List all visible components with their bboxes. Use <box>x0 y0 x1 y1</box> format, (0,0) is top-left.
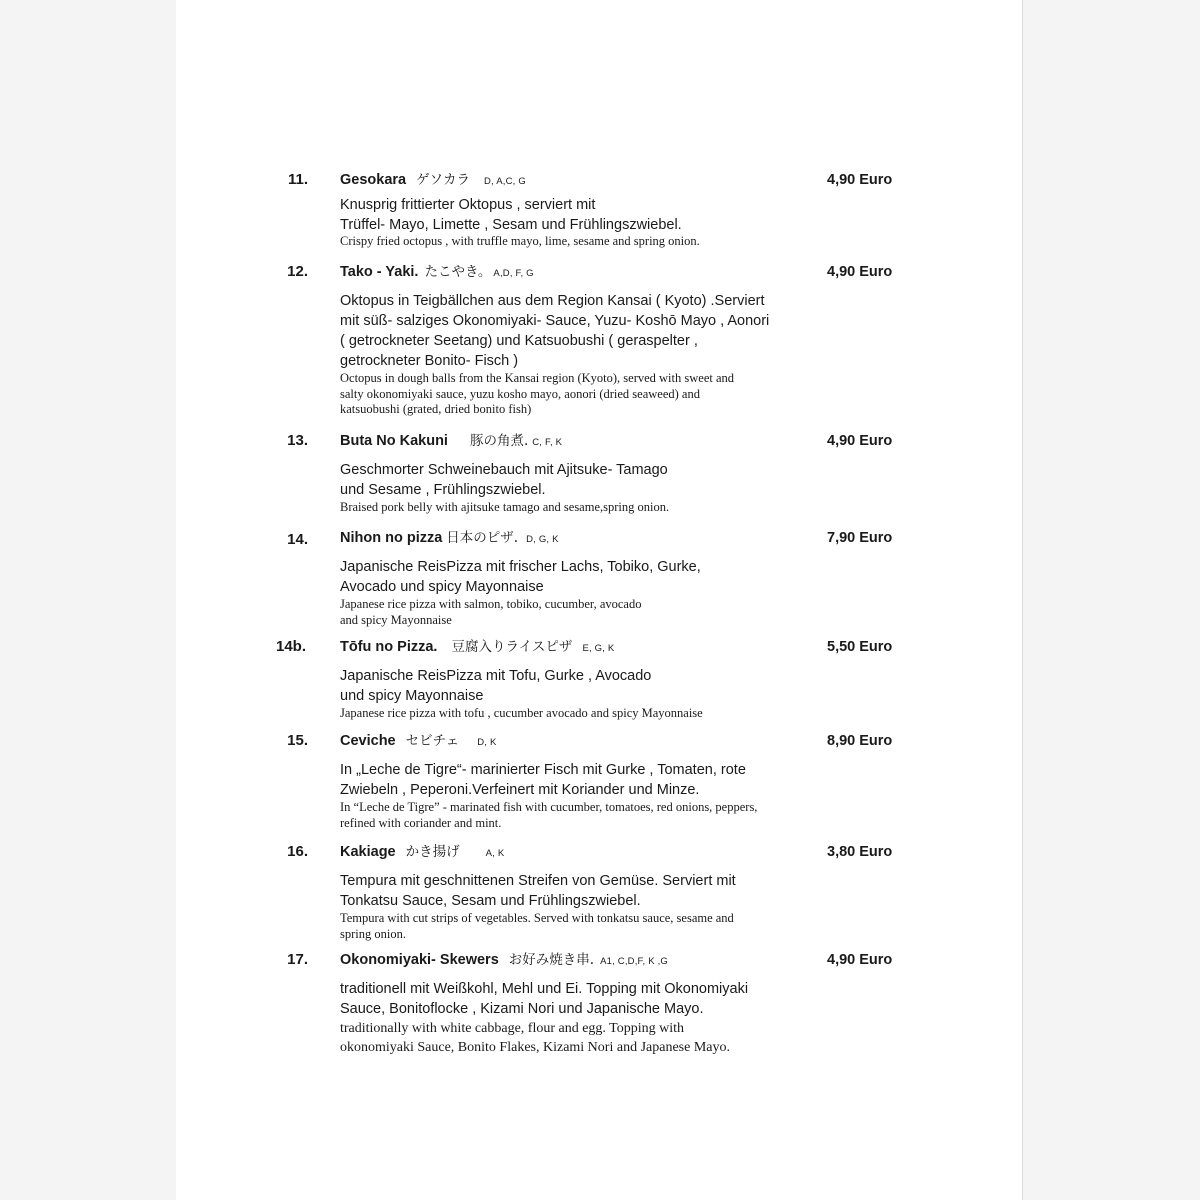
item-title: Okonomiyaki- Skewers <box>340 952 499 968</box>
item-description-en: Octopus in dough balls from the Kansai region (Kyoto), served with sweet and salty okonomiyaki sauce, yuzu kosho mayo, aonori (dried seaweed) and katsuobushi (grated, dried bonito fish) <box>340 371 735 416</box>
item-description-de: Japanische ReisPizza mit Tofu, Gurke , Avocado und spicy Mayonnaise <box>340 668 652 704</box>
item-title-line <box>340 171 526 191</box>
item-title: Buta No Kakuni <box>340 433 448 449</box>
item-japanese-name: かき揚げ <box>405 844 460 860</box>
item-allergens: D, A,C, G <box>483 176 526 187</box>
item-title-line <box>340 843 504 863</box>
item-allergens: A, K <box>485 848 505 859</box>
item-japanese-name: 豚の角煮. <box>469 433 529 449</box>
item-description-en: Braised pork belly with ajitsuke tamago and sesame,spring onion. <box>340 500 670 514</box>
item-number: 14b. <box>275 638 306 655</box>
item-title: Nihon no pizza <box>340 530 443 546</box>
item-description-de: Geschmorter Schweinebauch mit Ajitsuke- Tamago und Sesame , Frühlingszwiebel. <box>340 462 668 498</box>
item-number: 16. <box>287 843 308 860</box>
item-allergens: D, G, K <box>526 534 559 545</box>
item-title-line <box>340 529 559 549</box>
item-title: Kakiage <box>340 844 396 860</box>
item-title-line <box>340 432 562 452</box>
item-price: 4,90 Euro <box>827 264 893 280</box>
menu-page <box>176 0 1023 1200</box>
item-japanese-name: たこやき。 <box>424 264 492 280</box>
item-price: 7,90 Euro <box>827 530 893 546</box>
item-number: 12. <box>287 263 308 280</box>
item-title: Ceviche <box>340 733 396 749</box>
item-allergens: A1, C,D,F, K ,G <box>600 956 668 967</box>
item-japanese-name: お好み焼き串. <box>508 952 595 968</box>
item-japanese-name: ゲソカラ <box>416 172 470 188</box>
item-number: 13. <box>287 432 308 449</box>
item-title-line <box>340 732 497 752</box>
item-number: 15. <box>287 732 308 749</box>
item-japanese-name: 豆腐入りライスピザ <box>451 639 573 655</box>
item-price: 4,90 Euro <box>827 433 893 449</box>
item-allergens: A,D, F, G <box>493 268 534 279</box>
item-price: 4,90 Euro <box>827 172 893 188</box>
item-description-en: Tempura with cut strips of vegetables. Served with tonkatsu sauce, sesame and spring onion. <box>340 911 734 941</box>
item-title-line <box>340 638 614 658</box>
item-description-en: Japanese rice pizza with salmon, tobiko, cucumber, avocado and spicy Mayonnaise <box>340 597 642 627</box>
item-title-line <box>340 263 534 283</box>
item-allergens: D, K <box>477 737 497 748</box>
item-description-en: Crispy fried octopus , with truffle mayo, lime, sesame and spring onion. <box>340 234 700 248</box>
item-description-de: Tempura mit geschnittenen Streifen von Gemüse. Serviert mit Tonkatsu Sauce, Sesam und Frühlingszwiebel. <box>340 873 736 909</box>
item-title-line <box>340 951 668 971</box>
item-price: 8,90 Euro <box>827 733 893 749</box>
item-description-de: Knusprig frittierter Oktopus , serviert mit Trüffel- Mayo, Limette , Sesam und Frühlingszwiebel. <box>340 197 682 233</box>
item-price: 4,90 Euro <box>827 952 893 968</box>
item-title: Tako - Yaki. <box>340 264 419 280</box>
item-description-de: Oktopus in Teigbällchen aus dem Region Kansai ( Kyoto) .Serviert mit süß- salziges Okonomiyaki- Sauce, Yuzu- Koshō Mayo , Aonori ( getrockneter Seetang) und Katsuobushi ( geraspelter , getrockneter Bonito- Fisch ) <box>340 293 770 369</box>
item-price: 3,80 Euro <box>827 844 893 860</box>
item-description-de: Japanische ReisPizza mit frischer Lachs, Tobiko, Gurke, Avocado und spicy Mayonnaise <box>340 559 701 595</box>
item-description-de: In „Leche de Tigre“- marinierter Fisch mit Gurke , Tomaten, rote Zwiebeln , Peperoni.Verfeinert mit Koriander und Minze. <box>340 762 746 798</box>
item-title: Tōfu no Pizza. <box>340 639 438 655</box>
item-number: 17. <box>287 951 308 968</box>
item-number: 14. <box>287 531 308 548</box>
item-price: 5,50 Euro <box>827 639 893 655</box>
item-title: Gesokara <box>340 172 407 188</box>
item-japanese-name: 日本のピザ. <box>446 530 519 546</box>
item-description-de: traditionell mit Weißkohl, Mehl und Ei. Topping mit Okonomiyaki Sauce, Bonitoflocke , Kizami Nori und Japanische Mayo. <box>340 981 749 1017</box>
item-allergens: E, G, K <box>582 643 615 654</box>
item-description-en: traditionally with white cabbage, flour and egg. Topping with okonomiyaki Sauce, Bonito Flakes, Kizami Nori and Japanese Mayo. <box>340 1021 730 1055</box>
item-description-en: In “Leche de Tigre” - marinated fish with cucumber, tomatoes, red onions, peppers, refined with coriander and mint. <box>340 800 758 830</box>
item-japanese-name: セビチェ <box>405 733 460 749</box>
item-number: 11. <box>287 171 308 188</box>
item-description-en: Japanese rice pizza with tofu , cucumber avocado and spicy Mayonnaise <box>340 706 703 720</box>
item-allergens: C, F, K <box>532 437 563 448</box>
